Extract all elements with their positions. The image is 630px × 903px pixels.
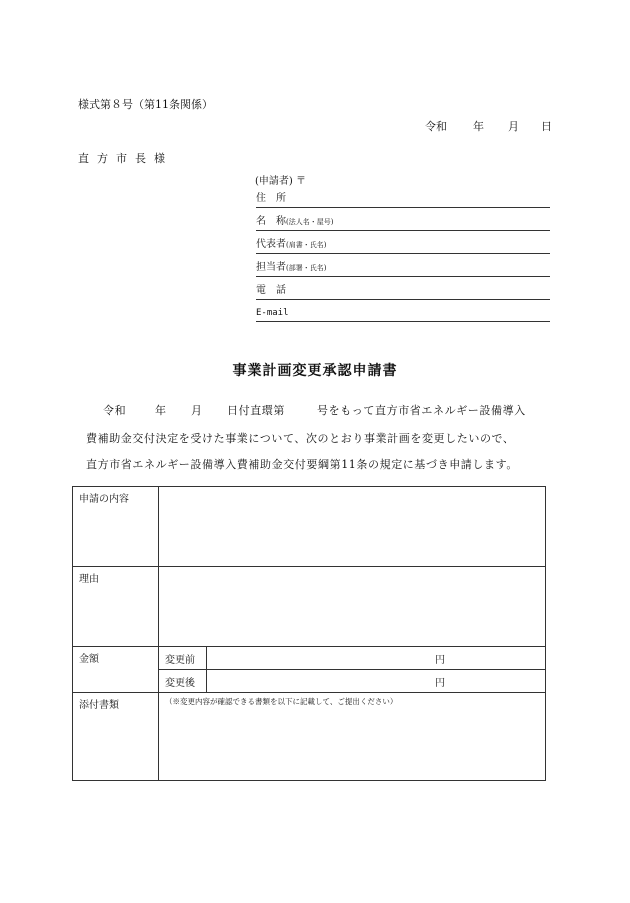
representative-note: (肩書・氏名) (286, 241, 327, 249)
contact-person-field[interactable] (256, 261, 550, 277)
applicant-label: (申請者) 〒 (255, 176, 306, 187)
phone-field[interactable] (256, 284, 550, 300)
reason-label: 理由 (73, 567, 159, 647)
body-era: 令和 (103, 404, 127, 417)
contact-person-note: (部署・氏名) (286, 264, 327, 272)
after-label: 変更後 (159, 670, 207, 693)
table-row-content (73, 487, 546, 567)
name-label: 名 称 (256, 216, 286, 227)
address-field[interactable] (256, 192, 550, 208)
attachments-input[interactable] (159, 693, 546, 781)
date-era: 令和 (425, 120, 447, 133)
date-month: 月 (508, 120, 519, 133)
email-label: E-mail (256, 308, 289, 318)
amount-before-input[interactable] (207, 647, 546, 670)
name-field[interactable] (256, 215, 550, 231)
body-month: 月 (191, 404, 203, 417)
reason-input[interactable] (159, 567, 546, 647)
document-title: 事業計画変更承認申請書 (232, 363, 398, 379)
content-label: 申請の内容 (73, 487, 159, 567)
table-row-amount-before (73, 647, 546, 670)
contact-person-label: 担当者 (256, 262, 286, 273)
address-label: 住 所 (256, 193, 286, 204)
application-table (72, 486, 546, 781)
addressee: 直方市長様 (78, 152, 173, 165)
table-row-attachments (73, 693, 546, 781)
form-number: 様式第８号（第11条関係） (78, 98, 213, 111)
attachments-note: （※変更内容が確認できる書類を以下に記載して、ご提出ください） (165, 697, 398, 706)
email-field[interactable] (256, 306, 550, 322)
attachments-label: 添付書類 (73, 693, 159, 781)
content-input[interactable] (159, 487, 546, 567)
amount-after-input[interactable] (207, 670, 546, 693)
body-line-3: 直方市省エネルギー設備導入費補助金交付要綱第11条の規定に基づき申請します。 (86, 458, 518, 471)
yen-after: 円 (435, 677, 445, 689)
table-row-reason (73, 567, 546, 647)
yen-before: 円 (435, 654, 445, 666)
representative-field[interactable] (256, 238, 550, 254)
phone-label: 電 話 (256, 285, 286, 296)
date-day: 日 (541, 120, 552, 133)
body-year: 年 (155, 404, 167, 417)
body-day-issuer: 日付直環第 (227, 404, 285, 417)
body-number-rest: 号をもって直方市省エネルギー設備導入 (317, 404, 526, 417)
amount-label: 金額 (73, 647, 159, 693)
date-year: 年 (473, 120, 484, 133)
body-line-2: 費補助金交付決定を受けた事業について、次のとおり事業計画を変更したいので、 (86, 432, 515, 445)
representative-label: 代表者 (256, 239, 286, 250)
name-note: (法人名・屋号) (286, 218, 334, 226)
before-label: 変更前 (159, 647, 207, 670)
